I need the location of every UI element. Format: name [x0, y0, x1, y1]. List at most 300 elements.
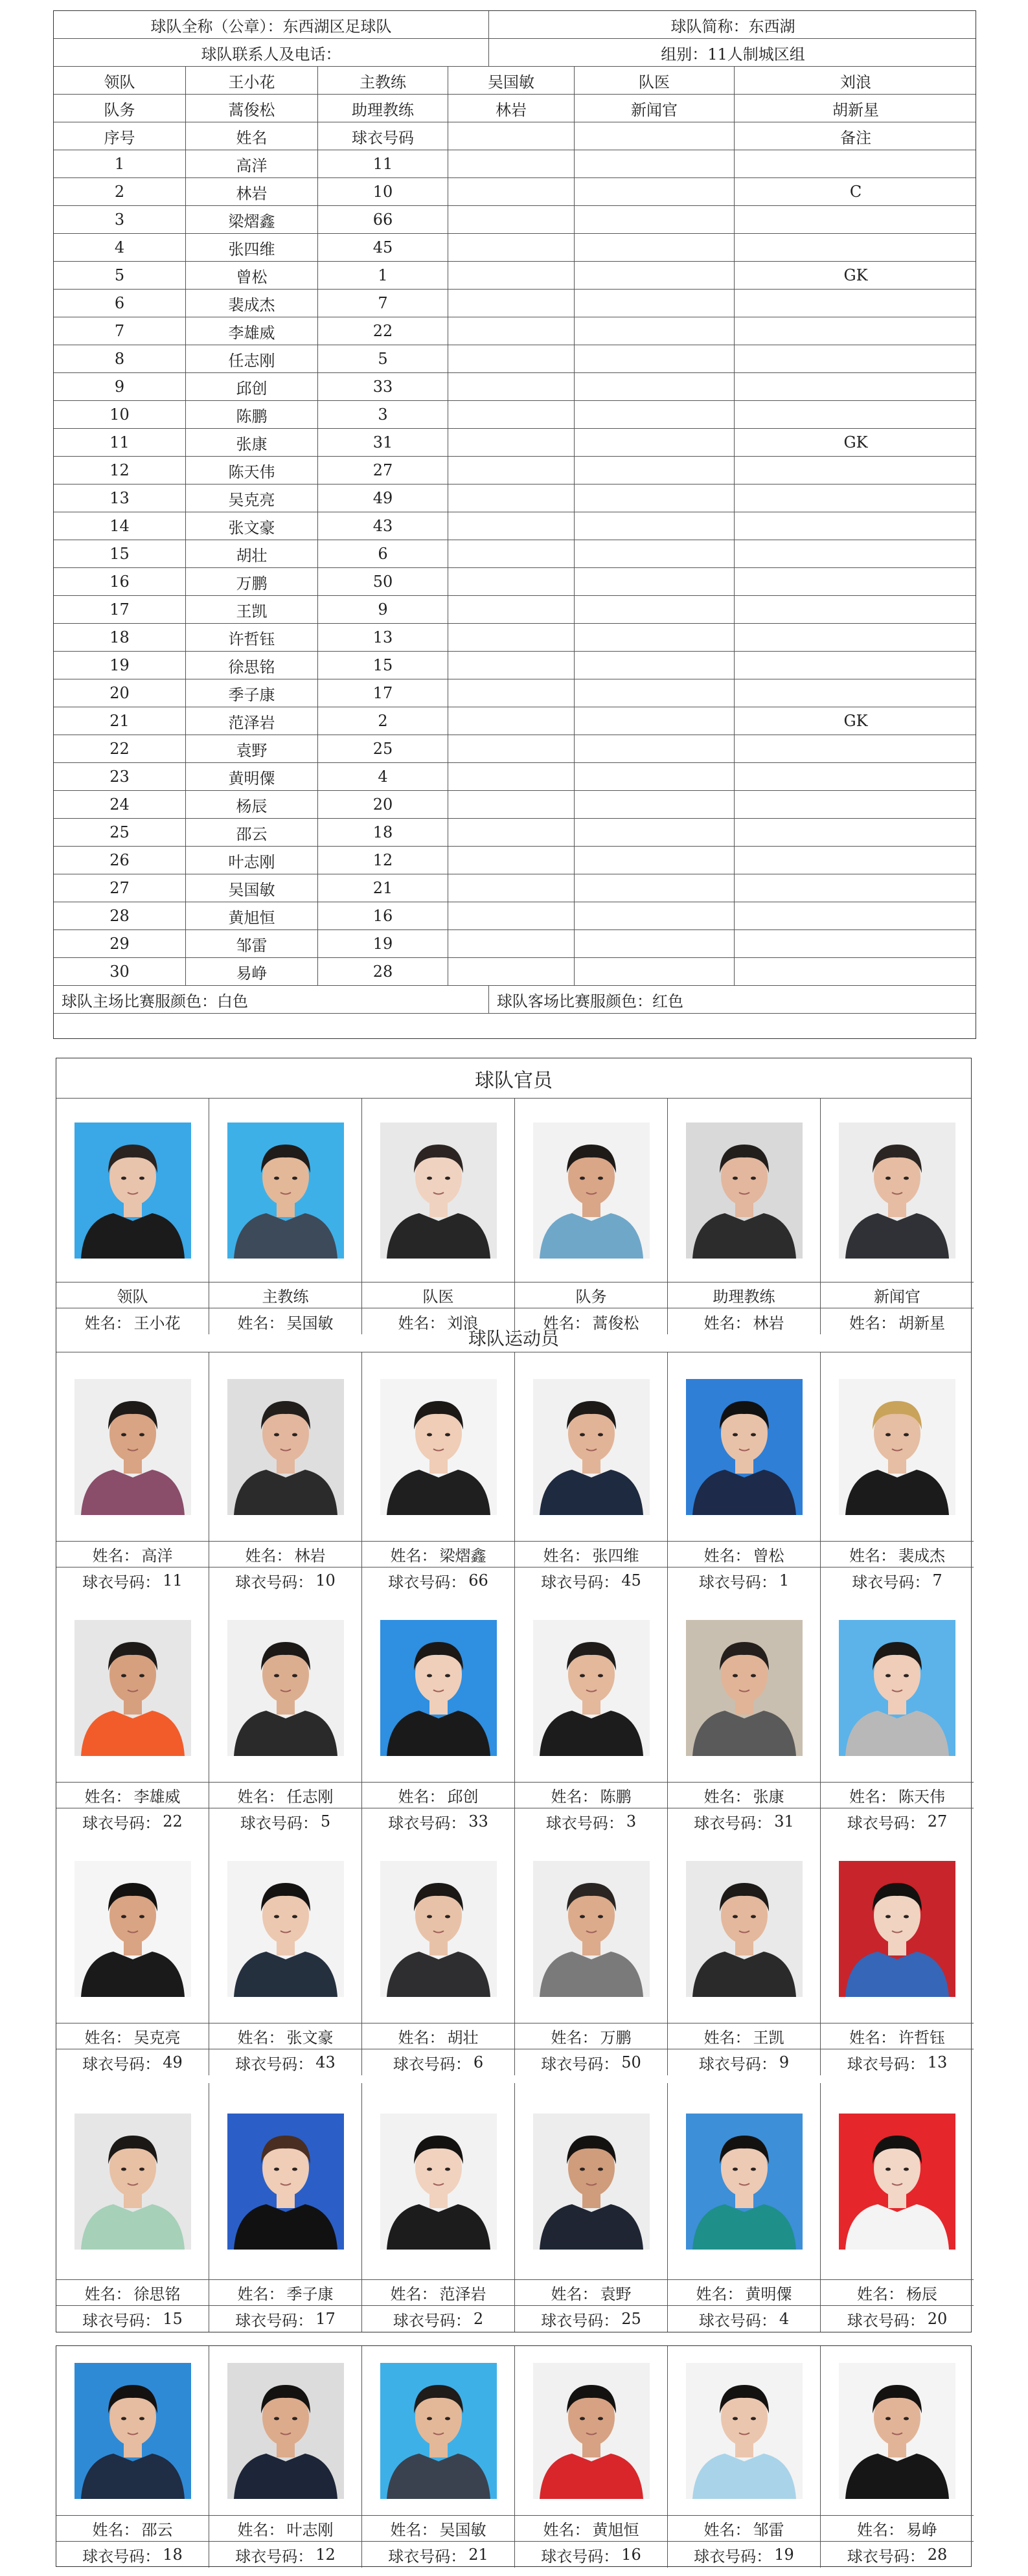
photo-sheet-main [56, 1058, 972, 2332]
header-notes: 备注 [840, 128, 871, 147]
athlete-name-text: 徐思铭 [133, 2285, 181, 2303]
number-label: 球衣号码： [388, 2547, 466, 2566]
name-label: 姓名： [390, 1547, 437, 1565]
player-note [735, 958, 977, 985]
athlete-card [668, 1593, 821, 1834]
player-note [735, 401, 977, 428]
number-label: 球衣号码： [847, 2055, 925, 2073]
player-number: 27 [318, 457, 448, 484]
name-label: 姓名： [551, 1788, 598, 1806]
player-row [54, 958, 976, 986]
athlete-name [515, 2023, 667, 2049]
player-row [54, 290, 976, 317]
player-row [54, 624, 976, 652]
photo-area [821, 1834, 974, 2023]
athlete-card [668, 1834, 821, 2075]
header-number: 球衣号码 [318, 122, 448, 150]
portrait-photo [74, 1108, 191, 1276]
athlete-card [821, 2083, 974, 2332]
player-name: 季子康 [186, 679, 318, 707]
athlete-number [209, 2542, 361, 2568]
player-note [735, 763, 977, 790]
official-role-text: 队务 [575, 1288, 607, 1306]
portrait-photo [686, 2092, 803, 2274]
player-index: 1 [54, 150, 186, 177]
player-note [735, 819, 977, 846]
player-name: 李雄威 [186, 317, 318, 345]
athlete-card [821, 1834, 974, 2075]
number-label: 球衣号码： [388, 1814, 466, 1832]
portrait-photo [839, 1362, 955, 1535]
photo-area [515, 1099, 667, 1282]
portrait-graphic [533, 1362, 650, 1533]
player-index: 13 [54, 484, 186, 512]
athlete-name [515, 1542, 667, 1567]
athlete-card [821, 1352, 974, 1593]
team-short-name: 东西湖 [748, 17, 795, 36]
player-number: 10 [318, 178, 448, 205]
athlete-number-text: 13 [927, 2053, 948, 2071]
player-blank [575, 735, 735, 762]
athlete-card [362, 1834, 515, 2075]
portrait-graphic [227, 1362, 344, 1533]
player-row [54, 735, 976, 763]
player-row [54, 234, 976, 262]
table-header-row [54, 122, 976, 150]
player-blank [448, 178, 575, 205]
portrait-graphic [74, 1362, 191, 1533]
player-number: 12 [318, 847, 448, 874]
athlete-number [668, 2049, 820, 2075]
portrait-graphic [227, 1108, 344, 1273]
player-name: 张康 [186, 429, 318, 456]
official-role [668, 1282, 820, 1308]
portrait-photo [686, 1602, 803, 1776]
officials-title: 球队官员 [56, 1058, 971, 1099]
player-number: 3 [318, 401, 448, 428]
player-blank [448, 317, 575, 345]
player-index: 7 [54, 317, 186, 345]
athlete-number [515, 1567, 667, 1593]
player-blank [575, 290, 735, 317]
player-number: 13 [318, 624, 448, 651]
name-label: 姓名： [703, 2521, 751, 2539]
athlete-number-text: 19 [774, 2546, 794, 2564]
athlete-name-text: 黄明僳 [745, 2285, 792, 2303]
player-name: 林岩 [186, 178, 318, 205]
name-label: 姓名： [703, 1788, 751, 1806]
player-blank [575, 652, 735, 679]
athlete-name [668, 2516, 820, 2542]
player-blank [575, 401, 735, 428]
player-number: 2 [318, 707, 448, 735]
number-label: 球衣号码： [388, 1573, 466, 1591]
player-blank [448, 679, 575, 707]
player-blank [448, 652, 575, 679]
athlete-card [362, 1352, 515, 1593]
athlete-number-text: 25 [621, 2310, 641, 2328]
official-card [668, 1099, 821, 1334]
staff-cell: 新闻官 [575, 95, 735, 122]
athlete-name-text: 易峥 [906, 2521, 937, 2539]
name-label: 姓名： [390, 2285, 437, 2303]
player-blank [448, 345, 575, 372]
portrait-graphic [227, 1843, 344, 2014]
player-index: 18 [54, 624, 186, 651]
portrait-photo [533, 1362, 650, 1535]
player-row [54, 457, 976, 484]
player-note [735, 652, 977, 679]
athlete-card [56, 2083, 209, 2332]
player-name: 易峥 [186, 958, 318, 985]
number-label: 球衣号码： [235, 2055, 314, 2073]
athlete-card [515, 1593, 668, 1834]
player-number: 22 [318, 317, 448, 345]
portrait-photo [380, 2092, 497, 2274]
staff-cell: 助理教练 [318, 95, 448, 122]
athlete-name [56, 1783, 209, 1808]
portrait-photo [533, 1843, 650, 2017]
player-blank [448, 791, 575, 818]
player-number: 25 [318, 735, 448, 762]
athlete-number-text: 3 [626, 1812, 637, 1830]
athlete-name-text: 林岩 [294, 1547, 326, 1565]
athlete-number [668, 1808, 820, 1834]
portrait-photo [227, 1362, 344, 1535]
player-name: 任志刚 [186, 345, 318, 372]
portrait-graphic [227, 2355, 344, 2507]
player-number: 17 [318, 679, 448, 707]
number-label: 球衣号码： [694, 1814, 772, 1832]
player-index: 24 [54, 791, 186, 818]
staff-cell: 领队 [54, 67, 186, 94]
staff-cell: 蒿俊松 [186, 95, 318, 122]
athlete-card [56, 1593, 209, 1834]
player-row [54, 902, 976, 930]
player-blank [448, 373, 575, 400]
player-note [735, 234, 977, 261]
player-index: 15 [54, 540, 186, 567]
player-name: 袁野 [186, 735, 318, 762]
player-blank [448, 457, 575, 484]
player-row [54, 540, 976, 568]
name-label: 姓名： [237, 1314, 284, 1332]
player-name: 吴国敏 [186, 874, 318, 902]
player-name: 许哲钰 [186, 624, 318, 651]
athlete-number [56, 2306, 209, 2332]
photo-area [56, 2083, 209, 2280]
portrait-graphic [380, 1843, 497, 2014]
player-blank [575, 819, 735, 846]
athlete-number-text: 9 [779, 2053, 790, 2071]
athlete-number-text: 27 [927, 1812, 948, 1830]
name-label: 姓名： [551, 2029, 598, 2047]
athlete-name-text: 张康 [753, 1788, 784, 1806]
official-role-text: 新闻官 [874, 1288, 920, 1306]
athlete-number-text: 45 [621, 1571, 641, 1590]
player-index: 21 [54, 707, 186, 735]
photo-area [362, 2346, 514, 2516]
athlete-name [515, 2280, 667, 2306]
athlete-number [668, 1567, 820, 1593]
player-row [54, 484, 976, 512]
athlete-number-text: 50 [621, 2053, 641, 2071]
athlete-card [668, 2083, 821, 2332]
player-number: 4 [318, 763, 448, 790]
portrait-graphic [74, 2092, 191, 2271]
portrait-graphic [380, 2355, 497, 2507]
player-name: 万鹏 [186, 568, 318, 595]
portrait-graphic [380, 1602, 497, 1773]
name-label: 姓名： [92, 2521, 139, 2539]
player-name: 邹雷 [186, 930, 318, 957]
official-name [515, 1308, 667, 1334]
portrait-photo [839, 2092, 955, 2274]
portrait-graphic [74, 1108, 191, 1273]
player-row [54, 178, 976, 206]
number-label: 球衣号码： [235, 2311, 314, 2330]
official-card [56, 1099, 209, 1334]
player-number: 49 [318, 484, 448, 512]
number-label: 球衣号码： [240, 1814, 318, 1832]
photo-area [668, 1099, 820, 1282]
athlete-number [668, 2542, 820, 2568]
player-blank [575, 791, 735, 818]
name-label: 姓名： [696, 2285, 743, 2303]
name-label: 姓名： [857, 2285, 904, 2303]
player-note [735, 624, 977, 651]
portrait-graphic [839, 2355, 955, 2507]
player-blank [575, 429, 735, 456]
player-name: 胡壮 [186, 540, 318, 567]
contact-row [54, 39, 976, 67]
player-number: 9 [318, 596, 448, 623]
athlete-name [56, 2280, 209, 2306]
player-row [54, 373, 976, 401]
official-card [209, 1099, 362, 1334]
portrait-photo [686, 1362, 803, 1535]
official-role-text: 助理教练 [713, 1288, 775, 1306]
group-label: 组别： [661, 45, 708, 63]
portrait-graphic [227, 1602, 344, 1773]
name-label: 姓名： [237, 2029, 284, 2047]
name-label: 姓名： [543, 2521, 590, 2539]
player-note [735, 512, 977, 540]
official-name [668, 1308, 820, 1334]
player-index: 6 [54, 290, 186, 317]
number-label: 球衣号码： [82, 2311, 161, 2330]
athlete-number [821, 2049, 974, 2075]
athlete-number-text: 15 [163, 2310, 183, 2328]
athlete-number [515, 2306, 667, 2332]
player-index: 14 [54, 512, 186, 540]
player-row [54, 317, 976, 345]
athlete-number [362, 1808, 514, 1834]
photo-area [668, 1834, 820, 2023]
player-blank [448, 512, 575, 540]
athlete-number-text: 7 [932, 1571, 942, 1590]
player-row [54, 512, 976, 540]
player-blank [448, 596, 575, 623]
player-number: 45 [318, 234, 448, 261]
official-name [56, 1308, 209, 1334]
portrait-graphic [380, 2092, 497, 2271]
player-blank [575, 317, 735, 345]
athlete-card [515, 1834, 668, 2075]
staff-row [54, 95, 976, 122]
player-index: 29 [54, 930, 186, 957]
player-blank [575, 150, 735, 177]
player-row [54, 679, 976, 707]
group-cell [489, 39, 977, 66]
athlete-number-text: 12 [315, 2546, 336, 2564]
player-number: 5 [318, 345, 448, 372]
player-name: 黄明僳 [186, 763, 318, 790]
player-blank [575, 930, 735, 957]
player-row [54, 819, 976, 847]
player-note [735, 484, 977, 512]
athlete-number [515, 1808, 667, 1834]
contact-cell [54, 39, 489, 66]
athlete-number-text: 11 [163, 1571, 183, 1590]
staff-cell: 林岩 [448, 95, 575, 122]
photo-area [209, 2346, 361, 2516]
player-blank [575, 596, 735, 623]
number-label: 球衣号码： [698, 1573, 777, 1591]
player-blank [575, 763, 735, 790]
team-short-name-label: 球队简称： [670, 17, 749, 36]
athlete-number-text: 5 [320, 1812, 331, 1830]
player-index: 16 [54, 568, 186, 595]
athlete-card [209, 1834, 362, 2075]
player-note [735, 150, 977, 177]
player-number: 11 [318, 150, 448, 177]
official-name-text: 蒿俊松 [592, 1314, 639, 1332]
player-note [735, 290, 977, 317]
team-full-name-label: 球队全称（公章）： [150, 17, 283, 36]
athlete-number-text: 28 [927, 2546, 948, 2564]
player-number: 7 [318, 290, 448, 317]
athlete-name-text: 陈鹏 [600, 1788, 632, 1806]
header-name: 姓名 [186, 122, 318, 150]
portrait-photo [380, 2355, 497, 2509]
photo-area [821, 2346, 974, 2516]
player-note [735, 317, 977, 345]
athlete-number [56, 1567, 209, 1593]
athlete-card [209, 2083, 362, 2332]
portrait-graphic [380, 1362, 497, 1533]
number-label: 球衣号码： [393, 2055, 471, 2073]
number-label: 球衣号码： [545, 1814, 624, 1832]
name-label: 姓名： [543, 1314, 590, 1332]
player-index: 8 [54, 345, 186, 372]
player-blank [448, 707, 575, 735]
player-blank [448, 624, 575, 651]
team-full-name: 东西湖区足球队 [282, 17, 392, 36]
portrait-graphic [533, 1602, 650, 1773]
player-blank [448, 401, 575, 428]
photo-area [515, 1593, 667, 1783]
player-index: 23 [54, 763, 186, 790]
athlete-card [668, 1352, 821, 1593]
player-blank [448, 819, 575, 846]
kit-colors-row [54, 986, 976, 1014]
player-blank [575, 373, 735, 400]
athlete-card [209, 1352, 362, 1593]
player-name: 梁熠鑫 [186, 206, 318, 233]
photo-area [515, 2346, 667, 2516]
player-row [54, 847, 976, 874]
player-blank [575, 178, 735, 205]
player-note [735, 902, 977, 929]
athlete-card [56, 1834, 209, 2075]
player-index: 3 [54, 206, 186, 233]
player-note [735, 735, 977, 762]
player-blank [448, 262, 575, 289]
athlete-number [515, 2049, 667, 2075]
athlete-name [362, 2023, 514, 2049]
photo-area [56, 1352, 209, 1542]
number-label: 球衣号码： [698, 2311, 777, 2330]
player-index: 20 [54, 679, 186, 707]
player-index: 30 [54, 958, 186, 985]
official-name-text: 刘浪 [447, 1314, 479, 1332]
athlete-number-text: 10 [315, 1571, 336, 1590]
player-number: 16 [318, 902, 448, 929]
athlete-number-text: 6 [473, 2053, 484, 2071]
player-note [735, 206, 977, 233]
player-index: 22 [54, 735, 186, 762]
name-label: 姓名： [84, 2285, 131, 2303]
portrait-photo [839, 1602, 955, 1776]
official-role [362, 1282, 514, 1308]
away-color-label: 球队客场比赛服颜色： [497, 992, 652, 1010]
player-number: 18 [318, 819, 448, 846]
photo-area [821, 1352, 974, 1542]
player-row [54, 596, 976, 624]
number-label: 球衣号码： [393, 2311, 471, 2330]
athlete-number [362, 1567, 514, 1593]
player-number: 20 [318, 791, 448, 818]
athlete-number-text: 2 [473, 2310, 484, 2328]
athlete-name [56, 2516, 209, 2542]
official-name [821, 1308, 974, 1334]
portrait-photo [686, 1843, 803, 2017]
athlete-name [362, 2280, 514, 2306]
player-row [54, 568, 976, 596]
home-color: 白色 [217, 992, 248, 1010]
athlete-name-text: 万鹏 [600, 2029, 632, 2047]
player-blank [575, 847, 735, 874]
header-blank [575, 122, 735, 150]
player-row [54, 707, 976, 735]
photo-area [362, 2083, 514, 2280]
athlete-name-text: 袁野 [600, 2285, 632, 2303]
player-blank [448, 568, 575, 595]
player-name: 范泽岩 [186, 707, 318, 735]
athlete-number [209, 2306, 361, 2332]
portrait-graphic [839, 1843, 955, 2014]
athlete-name [362, 1542, 514, 1567]
portrait-photo [839, 1108, 955, 1276]
number-label: 球衣号码： [694, 2547, 772, 2566]
home-color-label: 球队主场比赛服颜色： [62, 992, 217, 1010]
portrait-photo [74, 2092, 191, 2274]
name-label: 姓名： [84, 1788, 131, 1806]
player-index: 4 [54, 234, 186, 261]
athlete-number-text: 31 [774, 1812, 794, 1830]
portrait-photo [533, 1108, 650, 1276]
